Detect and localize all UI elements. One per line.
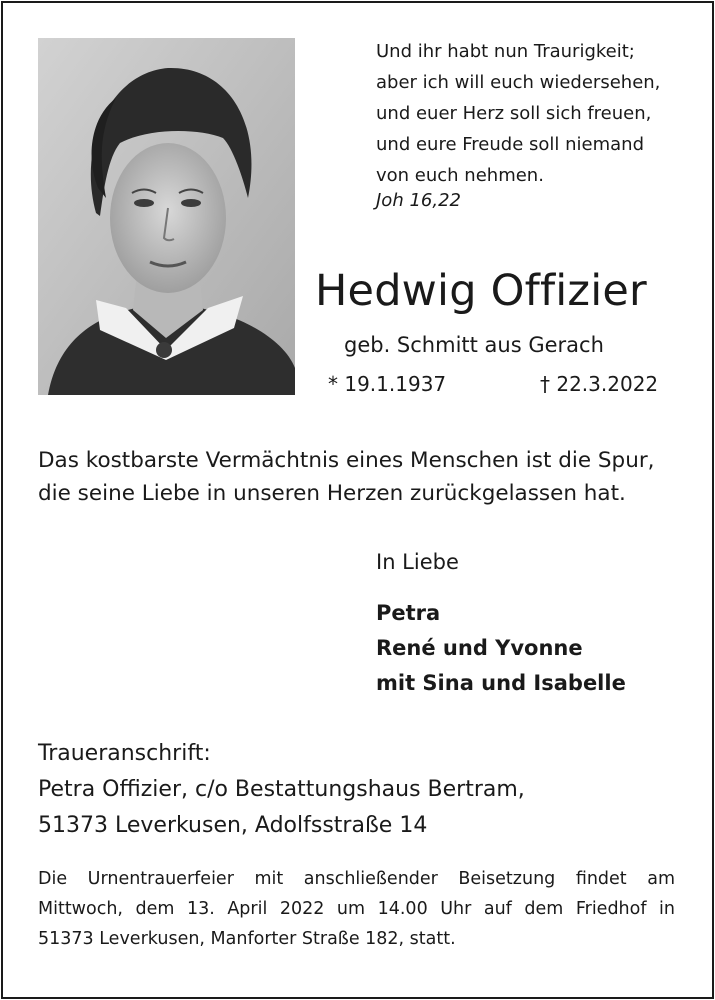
- verse-line: und eure Freude soll niemand: [376, 134, 644, 155]
- verse-reference: Joh 16,22: [376, 190, 461, 211]
- address-line: 51373 Leverkusen, Adolfsstraße 14: [38, 813, 428, 838]
- mourner-name: mit Sina und Isabelle: [376, 671, 626, 695]
- verse-line: von euch nehmen.: [376, 165, 544, 186]
- mourner-name: René und Yvonne: [376, 636, 583, 660]
- death-date: † 22.3.2022: [540, 372, 659, 396]
- ceremony-line: 51373 Leverkusen, Manforter Straße 182, statt.: [38, 929, 456, 949]
- mourner-name: Petra: [376, 601, 441, 625]
- quote-line: Das kostbarste Vermächtnis eines Menschen ist die Spur,: [38, 448, 655, 473]
- deceased-name: Hedwig Offizier: [315, 266, 647, 316]
- mourning-address: [38, 736, 525, 844]
- verse-line: und euer Herz soll sich freuen,: [376, 103, 652, 124]
- bible-verse: [376, 36, 696, 191]
- birth-name: geb. Schmitt aus Gerach: [344, 333, 604, 357]
- mourners-intro: In Liebe: [376, 550, 459, 574]
- ceremony-info: [38, 864, 675, 954]
- memorial-quote: [38, 444, 688, 510]
- address-line: Petra Offizier, c/o Bestattungshaus Bertram,: [38, 777, 525, 802]
- ceremony-line: Die Urnentrauerfeier mit anschließender Beisetzung findet am: [38, 869, 675, 889]
- verse-line: aber ich will euch wiedersehen,: [376, 72, 661, 93]
- verse-line: Und ihr habt nun Traurigkeit;: [376, 41, 635, 62]
- birth-date: * 19.1.1937: [328, 372, 447, 396]
- portrait-photo: [38, 38, 295, 395]
- quote-line: die seine Liebe in unseren Herzen zurückgelassen hat.: [38, 481, 626, 506]
- address-line: Traueranschrift:: [38, 741, 211, 766]
- ceremony-line: Mittwoch, dem 13. April 2022 um 14.00 Uhr auf dem Friedhof in: [38, 899, 675, 919]
- mourners-list: [376, 596, 626, 701]
